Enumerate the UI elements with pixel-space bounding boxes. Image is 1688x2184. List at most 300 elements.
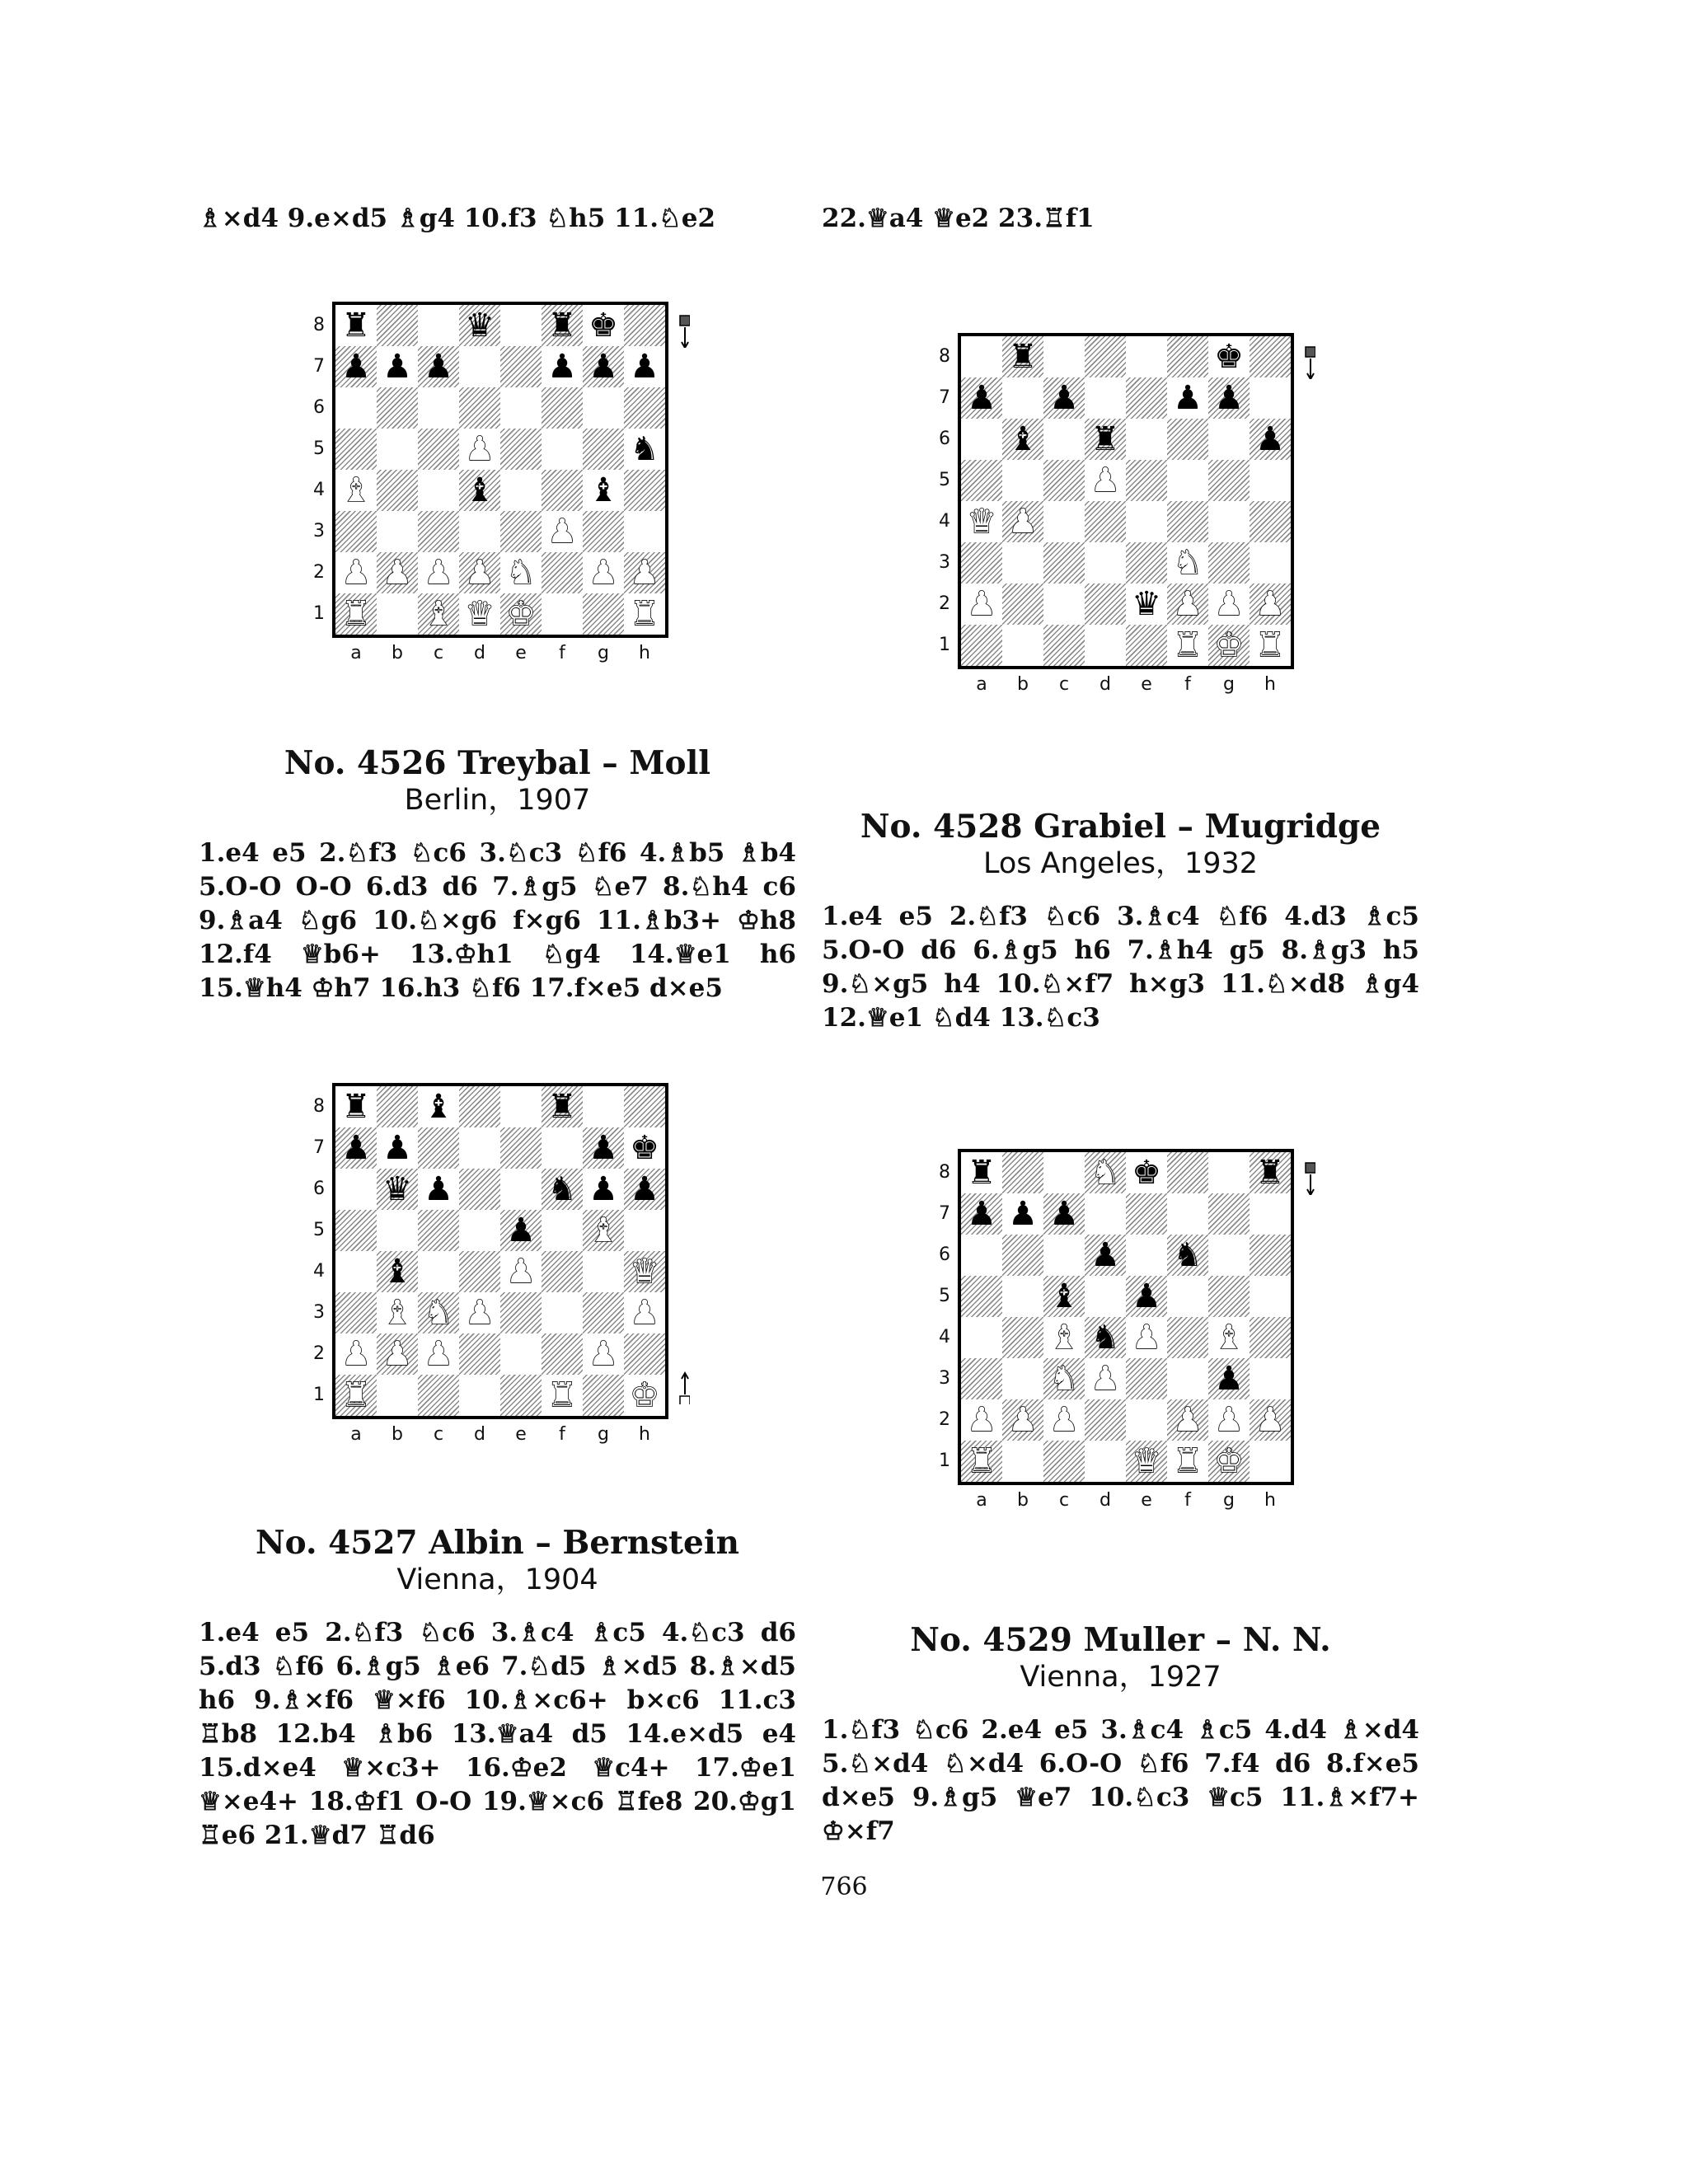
square-a5 — [335, 1210, 377, 1251]
square-g4 — [583, 470, 624, 511]
square-h7 — [624, 1127, 665, 1169]
square-g6 — [1208, 419, 1250, 460]
square-h1 — [624, 1375, 665, 1416]
white-p-piece: ♟ — [630, 1294, 659, 1332]
square-g8 — [583, 305, 624, 346]
square-e5 — [1126, 460, 1167, 501]
square-e8 — [500, 1086, 542, 1127]
square-b2 — [377, 1333, 418, 1375]
white-p-piece: ♟ — [588, 1335, 618, 1373]
rank-label: 1 — [939, 635, 950, 655]
square-h1 — [1250, 1441, 1291, 1482]
file-label: a — [350, 1424, 362, 1445]
square-d2 — [1085, 583, 1126, 625]
square-d1 — [459, 593, 500, 635]
square-d2 — [459, 1333, 500, 1375]
square-h4 — [1250, 501, 1291, 542]
rank-label: 8 — [939, 346, 950, 367]
white-p-piece: ♟ — [588, 554, 618, 592]
rank-label: 2 — [939, 593, 950, 614]
black-b-piece: ♝ — [382, 1253, 412, 1291]
square-e7 — [1126, 1193, 1167, 1235]
square-h2 — [624, 552, 665, 593]
rank-label: 6 — [939, 429, 950, 449]
white-n-piece: ♞ — [506, 554, 536, 592]
square-h1 — [1250, 625, 1291, 666]
square-b2 — [1002, 583, 1043, 625]
file-label: h — [639, 1424, 650, 1445]
square-f6 — [1167, 419, 1208, 460]
square-d4 — [1085, 501, 1126, 542]
square-a7 — [335, 1127, 377, 1169]
file-label: b — [392, 643, 403, 663]
square-h2 — [1250, 583, 1291, 625]
file-label: h — [639, 643, 650, 663]
square-c2 — [1043, 583, 1085, 625]
white-p-piece: ♟ — [424, 554, 453, 592]
square-e3 — [1126, 1358, 1167, 1399]
square-g1 — [583, 593, 624, 635]
file-label: b — [392, 1424, 403, 1445]
black-p-piece: ♟ — [1049, 379, 1079, 417]
white-p-piece: ♟ — [547, 513, 577, 551]
black-k-piece: ♚ — [1214, 338, 1244, 376]
square-f7 — [1167, 1193, 1208, 1235]
white-q-piece: ♛ — [465, 595, 495, 633]
square-h1 — [624, 593, 665, 635]
square-e7 — [500, 1127, 542, 1169]
square-e4 — [500, 470, 542, 511]
square-e1 — [500, 1375, 542, 1416]
square-f7 — [542, 346, 583, 387]
white-k-piece: ♚ — [506, 595, 536, 633]
black-p-piece: ♟ — [1132, 1277, 1161, 1315]
white-p-piece: ♟ — [506, 1253, 536, 1291]
square-b3 — [1002, 1358, 1043, 1399]
square-c4 — [1043, 501, 1085, 542]
black-n-piece: ♞ — [1090, 1319, 1120, 1357]
rank-label: 4 — [939, 511, 950, 532]
file-label: c — [433, 1424, 444, 1445]
square-c5 — [418, 1210, 459, 1251]
square-b5 — [377, 429, 418, 470]
rank-label: 4 — [939, 1327, 950, 1347]
square-f1 — [1167, 1441, 1208, 1482]
game-4526 — [199, 744, 796, 1005]
white-n-piece: ♞ — [1049, 1360, 1079, 1398]
square-g4 — [1208, 501, 1250, 542]
square-d3 — [1085, 542, 1126, 583]
square-c5 — [418, 429, 459, 470]
game-place: Berlin，1907 — [404, 784, 591, 817]
square-g7 — [1208, 377, 1250, 419]
game-moves: 1.e4 e5 2.♘f3 ♘c6 3.♗c4 ♘f6 4.d3 ♗c5 5.O-O d6 6.♗g5 h6 7.♗h4 g5 8.♗g3 h5 9.♘×g5 h4 10.♘×f7 h×g3 11.♘×d8 ♗g4 12.♕e1 ♘d4 13.♘c3 — [822, 902, 1419, 1033]
white-q-piece: ♛ — [967, 503, 996, 541]
white-p-piece: ♟ — [465, 554, 495, 592]
white-n-piece: ♞ — [424, 1294, 453, 1332]
game-moves: 1.e4 e5 2.♘f3 ♘c6 3.♘c3 ♘f6 4.♗b5 ♗b4 5.O-O O-O 6.d3 d6 7.♗g5 ♘e7 8.♘h4 c6 9.♗a4 ♘g6 10.♘×g6 f×g6 11.♗b3+ ♔h8 12.f4 ♕b6+ 13.♔h1 ♘g4 14.♕e1 h6 15.♕h4 ♔h7 16.h3 ♘f6 17.f×e5 d×e5 — [199, 838, 796, 1003]
square-a3 — [335, 1292, 377, 1333]
black-p-piece: ♟ — [1214, 379, 1244, 417]
square-b8 — [1002, 1152, 1043, 1193]
square-c8 — [418, 1086, 459, 1127]
white-p-piece: ♟ — [1173, 585, 1203, 623]
top-left-moves — [199, 202, 796, 236]
rank-label: 6 — [939, 1244, 950, 1265]
square-a4 — [961, 501, 1002, 542]
square-e1 — [1126, 1441, 1167, 1482]
square-g7 — [1208, 1193, 1250, 1235]
square-a6 — [335, 387, 377, 429]
file-label: c — [1058, 1490, 1070, 1511]
square-c7 — [418, 1127, 459, 1169]
square-c3 — [418, 511, 459, 552]
square-h5 — [624, 1210, 665, 1251]
white-b-piece: ♝ — [382, 1294, 412, 1332]
black-p-piece: ♟ — [1214, 1360, 1244, 1398]
square-b6 — [377, 1169, 418, 1210]
white-p-piece: ♟ — [465, 1294, 495, 1332]
file-label: d — [474, 1424, 485, 1445]
square-c1 — [1043, 625, 1085, 666]
white-r-piece: ♜ — [341, 1376, 371, 1414]
square-e3 — [1126, 542, 1167, 583]
square-h4 — [624, 470, 665, 511]
file-label: g — [598, 643, 609, 663]
black-r-piece: ♜ — [547, 307, 577, 344]
rank-label: 7 — [939, 387, 950, 408]
file-label: h — [1264, 674, 1276, 695]
square-a1 — [335, 1375, 377, 1416]
file-label: a — [350, 643, 362, 663]
chess-board — [332, 1083, 668, 1419]
square-a4 — [961, 1317, 1002, 1358]
square-c6 — [418, 1169, 459, 1210]
square-d8 — [459, 305, 500, 346]
square-g3 — [583, 511, 624, 552]
continuation-text: ♗×d4 9.e×d5 ♗g4 10.f3 ♘h5 11.♘e2 — [199, 204, 716, 233]
black-r-piece: ♜ — [1008, 338, 1038, 376]
black-p-piece: ♟ — [630, 1170, 659, 1208]
black-p-piece: ♟ — [967, 1195, 996, 1233]
rank-label: 3 — [939, 552, 950, 573]
black-k-piece: ♚ — [588, 307, 618, 344]
square-d2 — [459, 552, 500, 593]
square-e4 — [1126, 501, 1167, 542]
rank-label: 1 — [939, 1451, 950, 1471]
square-g2 — [1208, 1399, 1250, 1441]
square-h4 — [1250, 1317, 1291, 1358]
black-p-piece: ♟ — [424, 1170, 453, 1208]
square-h3 — [624, 511, 665, 552]
square-h6 — [1250, 419, 1291, 460]
square-b6 — [1002, 419, 1043, 460]
white-p-piece: ♟ — [382, 1335, 412, 1373]
square-g5 — [1208, 460, 1250, 501]
file-label: d — [474, 643, 485, 663]
file-label: g — [1223, 674, 1235, 695]
square-a7 — [335, 346, 377, 387]
game-4527 — [199, 1524, 796, 1853]
rank-label: 2 — [313, 562, 325, 583]
square-e6 — [500, 1169, 542, 1210]
square-a7 — [961, 377, 1002, 419]
black-r-piece: ♜ — [547, 1088, 577, 1126]
black-p-piece: ♟ — [1008, 1195, 1038, 1233]
square-a8 — [961, 336, 1002, 377]
top-right-moves — [822, 202, 1419, 236]
square-a6 — [961, 1235, 1002, 1276]
white-p-piece: ♟ — [341, 554, 371, 592]
white-r-piece: ♜ — [1173, 1442, 1203, 1480]
white-r-piece: ♜ — [967, 1442, 996, 1480]
square-f8 — [1167, 336, 1208, 377]
rank-label: 8 — [313, 1096, 325, 1117]
game-title: No. 4526 Treybal – Moll — [284, 744, 711, 782]
square-f4 — [1167, 501, 1208, 542]
black-p-piece: ♟ — [341, 1129, 371, 1167]
square-e3 — [500, 1292, 542, 1333]
file-label: e — [515, 1424, 527, 1445]
square-g4 — [1208, 1317, 1250, 1358]
square-c4 — [418, 1251, 459, 1292]
square-d5 — [1085, 1276, 1126, 1317]
square-c7 — [418, 346, 459, 387]
square-e1 — [500, 593, 542, 635]
square-a2 — [961, 583, 1002, 625]
file-label: g — [1223, 1490, 1235, 1511]
square-e3 — [500, 511, 542, 552]
square-f3 — [1167, 542, 1208, 583]
square-c1 — [418, 593, 459, 635]
square-e6 — [500, 387, 542, 429]
square-a7 — [961, 1193, 1002, 1235]
white-p-piece: ♟ — [465, 430, 495, 468]
square-d3 — [459, 1292, 500, 1333]
game-place: Los Angeles，1932 — [982, 847, 1259, 880]
square-d5 — [459, 1210, 500, 1251]
square-d4 — [1085, 1317, 1126, 1358]
square-f5 — [542, 429, 583, 470]
square-c2 — [1043, 1399, 1085, 1441]
square-g6 — [1208, 1235, 1250, 1276]
file-label: h — [1264, 1490, 1276, 1511]
square-b4 — [377, 470, 418, 511]
black-r-piece: ♜ — [341, 1088, 371, 1126]
rank-label: 3 — [313, 521, 325, 541]
square-b1 — [377, 1375, 418, 1416]
black-n-piece: ♞ — [547, 1170, 577, 1208]
square-b1 — [1002, 1441, 1043, 1482]
square-d5 — [459, 429, 500, 470]
black-p-piece: ♟ — [588, 1170, 618, 1208]
square-e8 — [1126, 1152, 1167, 1193]
game-moves: 1.e4 e5 2.♘f3 ♘c6 3.♗c4 ♗c5 4.♘c3 d6 5.d3 ♘f6 6.♗g5 ♗e6 7.♘d5 ♗×d5 8.♗×d5 h6 9.♗×f6 ♕×f6 10.♗×c6+ b×c6 11.c3 ♖b8 12.b4 ♗b6 13.♕a4 d5 14.e×d5 e4 15.d×e4 ♕×c3+ 16.♔e2 ♕c4+ 17.♔e1 ♕×e4+ 18.♔f1 O-O 19.♕×c6 ♖fe8 20.♔g1 ♖e6 21.♕d7 ♖d6 — [199, 1618, 796, 1850]
game-place: Vienna，1927 — [1020, 1661, 1221, 1694]
square-h3 — [624, 1292, 665, 1333]
square-c1 — [418, 1375, 459, 1416]
square-g5 — [583, 429, 624, 470]
square-a5 — [961, 1276, 1002, 1317]
square-d5 — [1085, 460, 1126, 501]
square-d4 — [459, 470, 500, 511]
square-e2 — [1126, 583, 1167, 625]
black-p-piece: ♟ — [630, 348, 659, 386]
square-g5 — [583, 1210, 624, 1251]
square-f6 — [542, 1169, 583, 1210]
white-r-piece: ♜ — [1255, 626, 1285, 664]
white-n-piece: ♞ — [1090, 1154, 1120, 1192]
white-k-piece: ♚ — [1214, 626, 1244, 664]
square-g2 — [583, 1333, 624, 1375]
game-title: No. 4528 Grabiel – Mugridge — [860, 808, 1381, 846]
square-h4 — [624, 1251, 665, 1292]
file-label: g — [598, 1424, 609, 1445]
file-label: b — [1017, 1490, 1029, 1511]
page-number: 766 — [820, 1872, 868, 1901]
square-b6 — [1002, 1235, 1043, 1276]
square-b8 — [377, 1086, 418, 1127]
square-f5 — [1167, 460, 1208, 501]
black-to-move-icon — [678, 315, 690, 348]
square-a2 — [961, 1399, 1002, 1441]
square-a8 — [961, 1152, 1002, 1193]
black-k-piece: ♚ — [1132, 1154, 1161, 1192]
square-h3 — [1250, 1358, 1291, 1399]
square-g1 — [1208, 625, 1250, 666]
rank-label: 8 — [313, 315, 325, 335]
square-f2 — [1167, 583, 1208, 625]
square-f3 — [542, 1292, 583, 1333]
black-n-piece: ♞ — [1173, 1236, 1203, 1274]
white-b-piece: ♝ — [424, 595, 453, 633]
file-label: f — [559, 643, 565, 663]
white-p-piece: ♟ — [382, 554, 412, 592]
black-k-piece: ♚ — [630, 1129, 659, 1167]
square-a4 — [335, 1251, 377, 1292]
square-d8 — [1085, 336, 1126, 377]
square-a1 — [961, 1441, 1002, 1482]
square-e2 — [500, 1333, 542, 1375]
square-g4 — [583, 1251, 624, 1292]
file-label: f — [1184, 674, 1191, 695]
rank-label: 5 — [939, 470, 950, 490]
black-p-piece: ♟ — [1049, 1195, 1079, 1233]
square-f1 — [542, 1375, 583, 1416]
white-b-piece: ♝ — [588, 1212, 618, 1249]
square-a1 — [961, 625, 1002, 666]
rank-label: 6 — [313, 397, 325, 418]
rank-label: 4 — [313, 480, 325, 500]
file-label: a — [976, 1490, 987, 1511]
square-h7 — [1250, 1193, 1291, 1235]
square-g6 — [583, 387, 624, 429]
square-b4 — [1002, 1317, 1043, 1358]
square-g8 — [1208, 336, 1250, 377]
white-p-piece: ♟ — [1173, 1401, 1203, 1439]
black-b-piece: ♝ — [465, 471, 495, 509]
square-h8 — [1250, 1152, 1291, 1193]
black-r-piece: ♜ — [967, 1154, 996, 1192]
square-h7 — [1250, 377, 1291, 419]
rank-label: 2 — [939, 1409, 950, 1430]
square-d6 — [1085, 1235, 1126, 1276]
square-f8 — [542, 1086, 583, 1127]
game-moves: 1.♘f3 ♘c6 2.e4 e5 3.♗c4 ♗c5 4.d4 ♗×d4 5.♘×d4 ♘×d4 6.O-O ♘f6 7.f4 d6 8.f×e5 d×e5 9.♗g5 ♕e7 10.♘c3 ♕c5 11.♗×f7+ ♔×f7 — [822, 1715, 1419, 1846]
square-f2 — [1167, 1399, 1208, 1441]
file-label: b — [1017, 674, 1029, 695]
square-c5 — [1043, 460, 1085, 501]
rank-label: 4 — [313, 1261, 325, 1282]
file-label: d — [1100, 1490, 1111, 1511]
black-p-piece: ♟ — [506, 1212, 536, 1249]
square-a3 — [961, 1358, 1002, 1399]
square-h6 — [1250, 1235, 1291, 1276]
white-r-piece: ♜ — [341, 595, 371, 633]
white-p-piece: ♟ — [1008, 1401, 1038, 1439]
file-label: a — [976, 674, 987, 695]
square-b5 — [377, 1210, 418, 1251]
square-b1 — [377, 593, 418, 635]
white-q-piece: ♛ — [1132, 1442, 1161, 1480]
square-h5 — [1250, 460, 1291, 501]
black-p-piece: ♟ — [588, 348, 618, 386]
white-r-piece: ♜ — [630, 595, 659, 633]
square-d7 — [459, 346, 500, 387]
square-e4 — [500, 1251, 542, 1292]
black-b-piece: ♝ — [1049, 1277, 1079, 1315]
black-p-piece: ♟ — [341, 348, 371, 386]
square-d7 — [459, 1127, 500, 1169]
square-e1 — [1126, 625, 1167, 666]
square-b2 — [377, 552, 418, 593]
square-h7 — [624, 346, 665, 387]
square-b8 — [1002, 336, 1043, 377]
square-a8 — [335, 1086, 377, 1127]
square-e7 — [1126, 377, 1167, 419]
square-a2 — [335, 1333, 377, 1375]
game-place: Vienna，1904 — [396, 1563, 598, 1596]
square-f1 — [542, 593, 583, 635]
square-b3 — [377, 511, 418, 552]
square-b7 — [377, 1127, 418, 1169]
square-c6 — [1043, 1235, 1085, 1276]
square-c8 — [418, 305, 459, 346]
rank-label: 6 — [313, 1179, 325, 1199]
black-p-piece: ♟ — [547, 348, 577, 386]
square-d6 — [459, 387, 500, 429]
rank-label: 2 — [313, 1343, 325, 1364]
square-f5 — [1167, 1276, 1208, 1317]
black-q-piece: ♛ — [465, 307, 495, 344]
square-e6 — [1126, 419, 1167, 460]
square-b7 — [377, 346, 418, 387]
square-f4 — [542, 1251, 583, 1292]
square-h6 — [624, 1169, 665, 1210]
square-f4 — [542, 470, 583, 511]
square-d8 — [459, 1086, 500, 1127]
black-to-move-icon — [1304, 346, 1315, 379]
square-c8 — [1043, 336, 1085, 377]
square-g3 — [583, 1292, 624, 1333]
square-h8 — [624, 305, 665, 346]
square-d7 — [1085, 377, 1126, 419]
square-f6 — [542, 387, 583, 429]
black-p-piece: ♟ — [424, 348, 453, 386]
rank-label: 1 — [313, 603, 325, 624]
square-e5 — [1126, 1276, 1167, 1317]
rank-label: 7 — [939, 1203, 950, 1224]
